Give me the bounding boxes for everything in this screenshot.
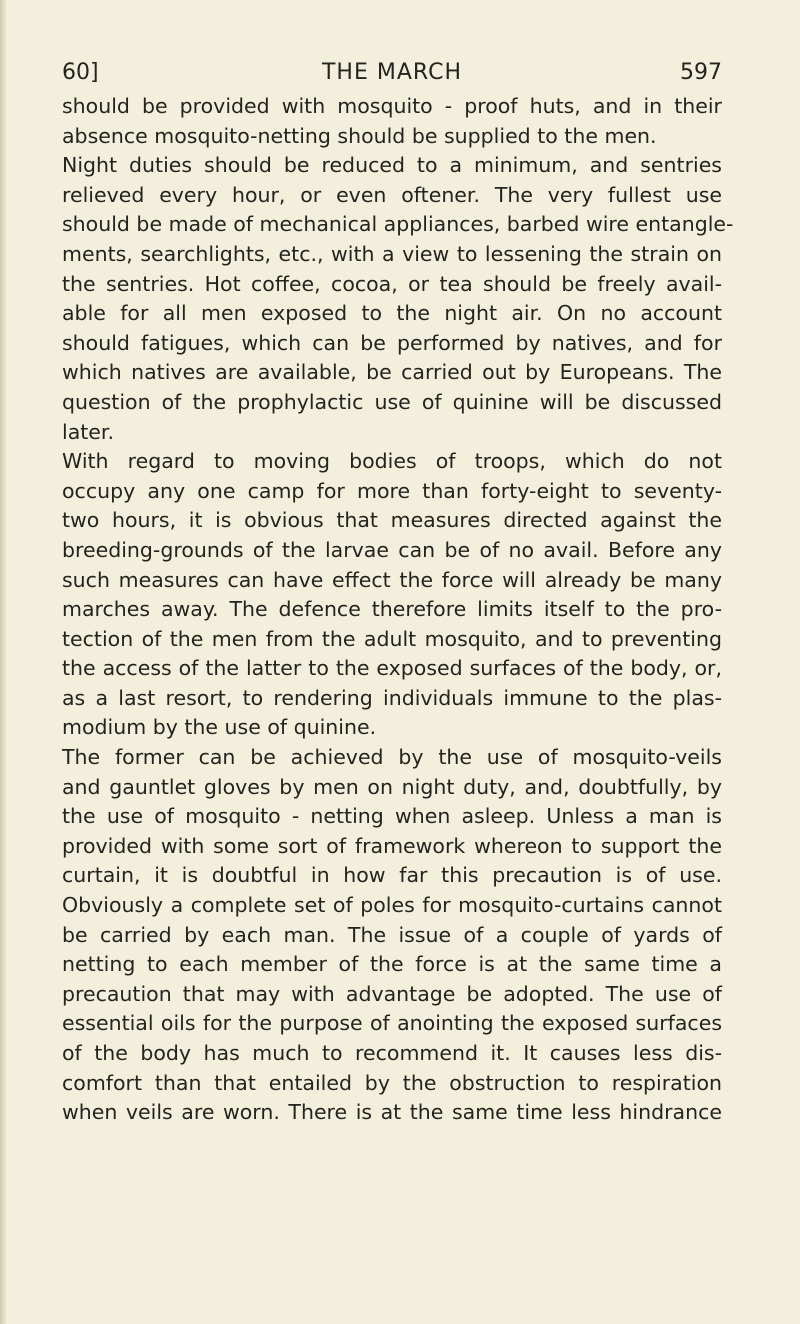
text-line: netting to each member of the force is at the same time a (62, 952, 722, 977)
running-header (62, 56, 722, 90)
text-line: absence mosquito-netting should be supplied to the men. (62, 123, 657, 148)
text-line: comfort than that entailed by the obstruction to respiration (62, 1070, 722, 1095)
text-line: Obviously a complete set of poles for mosquito-curtains cannot (62, 893, 722, 918)
page-binding-edge (0, 0, 6, 1324)
body-text (62, 92, 734, 1128)
paragraph (62, 92, 722, 151)
text-line: modium by the use of quinine. (62, 715, 377, 740)
text-line: as a last resort, to rendering individuals immune to the plas- (62, 685, 722, 710)
text-line: ments, searchlights, etc., with a view to lessening the strain on (62, 241, 722, 266)
text-line: The former can be achieved by the use of mosquito-veils (62, 745, 722, 770)
text-line: later. (62, 419, 114, 444)
text-line: be carried by each man. The issue of a couple of yards of (62, 922, 722, 947)
running-title: THE MARCH (321, 60, 462, 85)
text-line: tection of the men from the adult mosquito, and to preventing (62, 626, 722, 651)
text-line: provided with some sort of framework whereon to support the (62, 833, 722, 858)
text-line: Night duties should be reduced to a minimum, and sentries (62, 153, 722, 178)
paragraph (62, 151, 734, 447)
text-line: question of the prophylactic use of quinine will be discussed (62, 389, 722, 414)
text-line: With regard to moving bodies of troops, which do not (62, 449, 722, 474)
text-line: relieved every hour, or even oftener. The very fullest use (62, 182, 722, 207)
text-line: breeding-grounds of the larvae can be of no avail. Before any (62, 537, 722, 562)
paragraph (62, 447, 722, 743)
text-line: should be made of mechanical appliances, barbed wire entangle- (62, 212, 734, 237)
text-line: precaution that may with advantage be adopted. The use of (62, 981, 722, 1006)
text-line: when veils are worn. There is at the same time less hindrance (62, 1100, 722, 1125)
chapter-marker: 60] (62, 60, 99, 85)
text-line: which natives are available, be carried out by Europeans. The (62, 360, 722, 385)
text-line: curtain, it is doubtful in how far this precaution is of use. (62, 863, 722, 888)
text-line: should be provided with mosquito - proof huts, and in their (62, 94, 722, 118)
text-line: the use of mosquito - netting when asleep. Unless a man is (62, 804, 722, 829)
text-line: the access of the latter to the exposed surfaces of the body, or, (62, 656, 722, 681)
text-line: occupy any one camp for more than forty-eight to seventy- (62, 478, 722, 503)
text-line: marches away. The defence therefore limits itself to the pro- (62, 597, 722, 622)
text-line: of the body has much to recommend it. It causes less dis- (62, 1041, 722, 1065)
text-line: the sentries. Hot coffee, cocoa, or tea should be freely avail- (62, 271, 722, 296)
page-number: 597 (680, 60, 722, 85)
text-line: and gauntlet gloves by men on night duty, and, doubtfully, by (62, 774, 722, 799)
paragraph (62, 743, 722, 1128)
text-line: able for all men exposed to the night air. On no account (62, 301, 722, 326)
text-line: two hours, it is obvious that measures directed against the (62, 508, 722, 533)
text-line: essential oils for the purpose of anointing the exposed surfaces (62, 1011, 722, 1036)
text-line: should fatigues, which can be performed by natives, and for (62, 330, 722, 355)
text-line: such measures can have effect the force will already be many (62, 567, 722, 592)
